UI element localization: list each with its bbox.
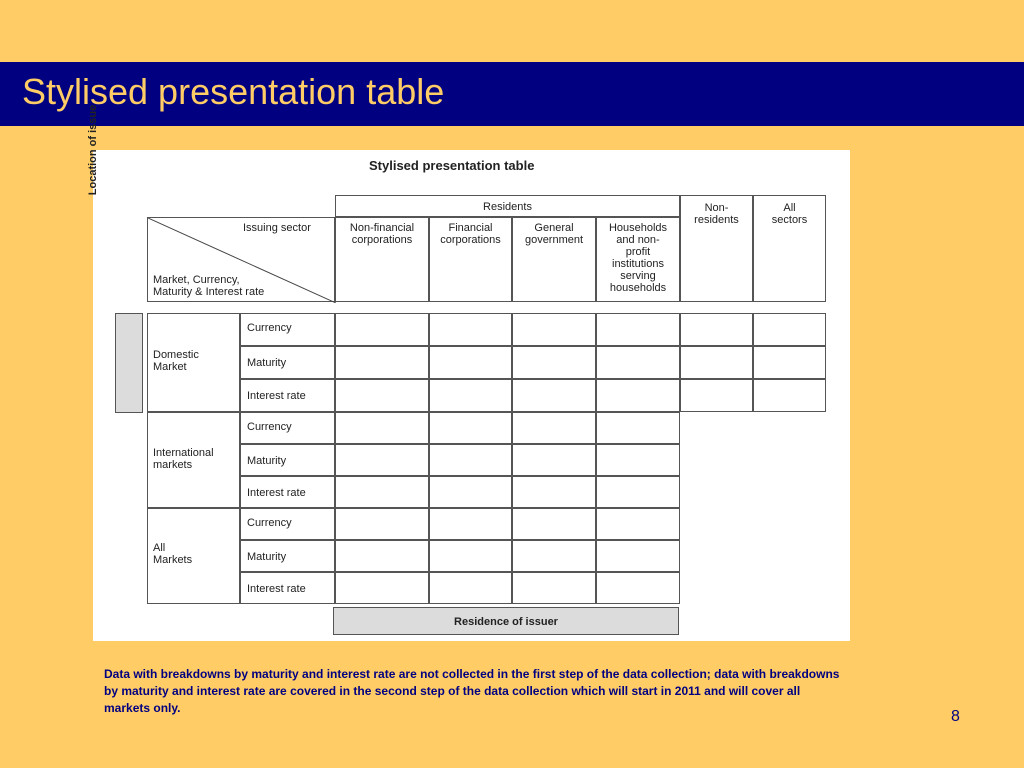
data-cell [429, 313, 512, 346]
data-cell [680, 313, 753, 346]
data-cell [429, 444, 512, 476]
data-cell [596, 412, 680, 444]
data-cell [335, 412, 429, 444]
corner-bottom-label: Market, Currency, Maturity & Interest rate [153, 274, 265, 298]
corner-top-label: Issuing sector [243, 222, 311, 234]
sector-column-header: General government [524, 222, 584, 246]
row-label: Currency [247, 517, 292, 529]
data-cell [512, 379, 596, 412]
data-cell [335, 508, 429, 540]
page-number: 8 [951, 708, 960, 725]
data-cell [596, 444, 680, 476]
data-cell [753, 346, 826, 379]
data-cell [596, 572, 680, 604]
row-label: Currency [247, 322, 292, 334]
column-header: All sectors [771, 202, 808, 226]
data-cell [753, 313, 826, 346]
row-label: Interest rate [247, 487, 306, 499]
column-header: Non- residents [694, 202, 739, 226]
data-cell [335, 540, 429, 572]
data-cell [512, 540, 596, 572]
market-name: Domestic Market [153, 349, 199, 373]
data-cell [512, 313, 596, 346]
data-cell [335, 346, 429, 379]
data-cell [429, 346, 512, 379]
row-label: Interest rate [247, 583, 306, 595]
data-cell [429, 572, 512, 604]
data-cell [596, 313, 680, 346]
footer-label: Residence of issuer [454, 616, 558, 628]
row-label: Currency [247, 421, 292, 433]
data-cell [512, 346, 596, 379]
data-cell [512, 412, 596, 444]
side-label: Location of issue [87, 104, 99, 196]
data-cell [429, 540, 512, 572]
market-name: International markets [153, 447, 214, 471]
data-cell [429, 476, 512, 508]
data-cell [596, 508, 680, 540]
slide-title: Stylised presentation table [22, 71, 445, 112]
data-cell [512, 476, 596, 508]
data-cell [596, 476, 680, 508]
residents-label: Residents [483, 201, 532, 213]
market-name: All Markets [153, 542, 193, 566]
data-cell [596, 379, 680, 412]
side-label-cell [115, 313, 143, 413]
title-bar [0, 62, 1024, 126]
sector-column-header: Financial corporations [440, 222, 501, 246]
table-figure [87, 104, 850, 641]
data-cell [429, 508, 512, 540]
data-cell [753, 379, 826, 412]
caption-text: Data with breakdowns by maturity and interest rate are not collected in the first step of the data collection; data with breakdowns by maturity and interest rate are covered in the second step of the data collection which will start in 2011 and will cover all markets only. [104, 667, 840, 715]
data-cell [429, 412, 512, 444]
figure-title: Stylised presentation table [369, 158, 535, 173]
data-cell [680, 346, 753, 379]
data-cell [335, 476, 429, 508]
row-label: Interest rate [247, 390, 306, 402]
data-cell [596, 540, 680, 572]
data-cell [335, 313, 429, 346]
sector-column-header: Households and non- profit institutions serving households [608, 222, 668, 294]
row-label: Maturity [247, 357, 287, 369]
data-cell [596, 346, 680, 379]
row-label: Maturity [247, 551, 287, 563]
data-cell [512, 572, 596, 604]
data-cell [512, 508, 596, 540]
data-cell [512, 444, 596, 476]
sector-column-header: Non-financial corporations [349, 222, 415, 246]
row-label: Maturity [247, 455, 287, 467]
data-cell [335, 572, 429, 604]
data-cell [429, 379, 512, 412]
data-cell [335, 379, 429, 412]
data-cell [680, 379, 753, 412]
data-cell [335, 444, 429, 476]
